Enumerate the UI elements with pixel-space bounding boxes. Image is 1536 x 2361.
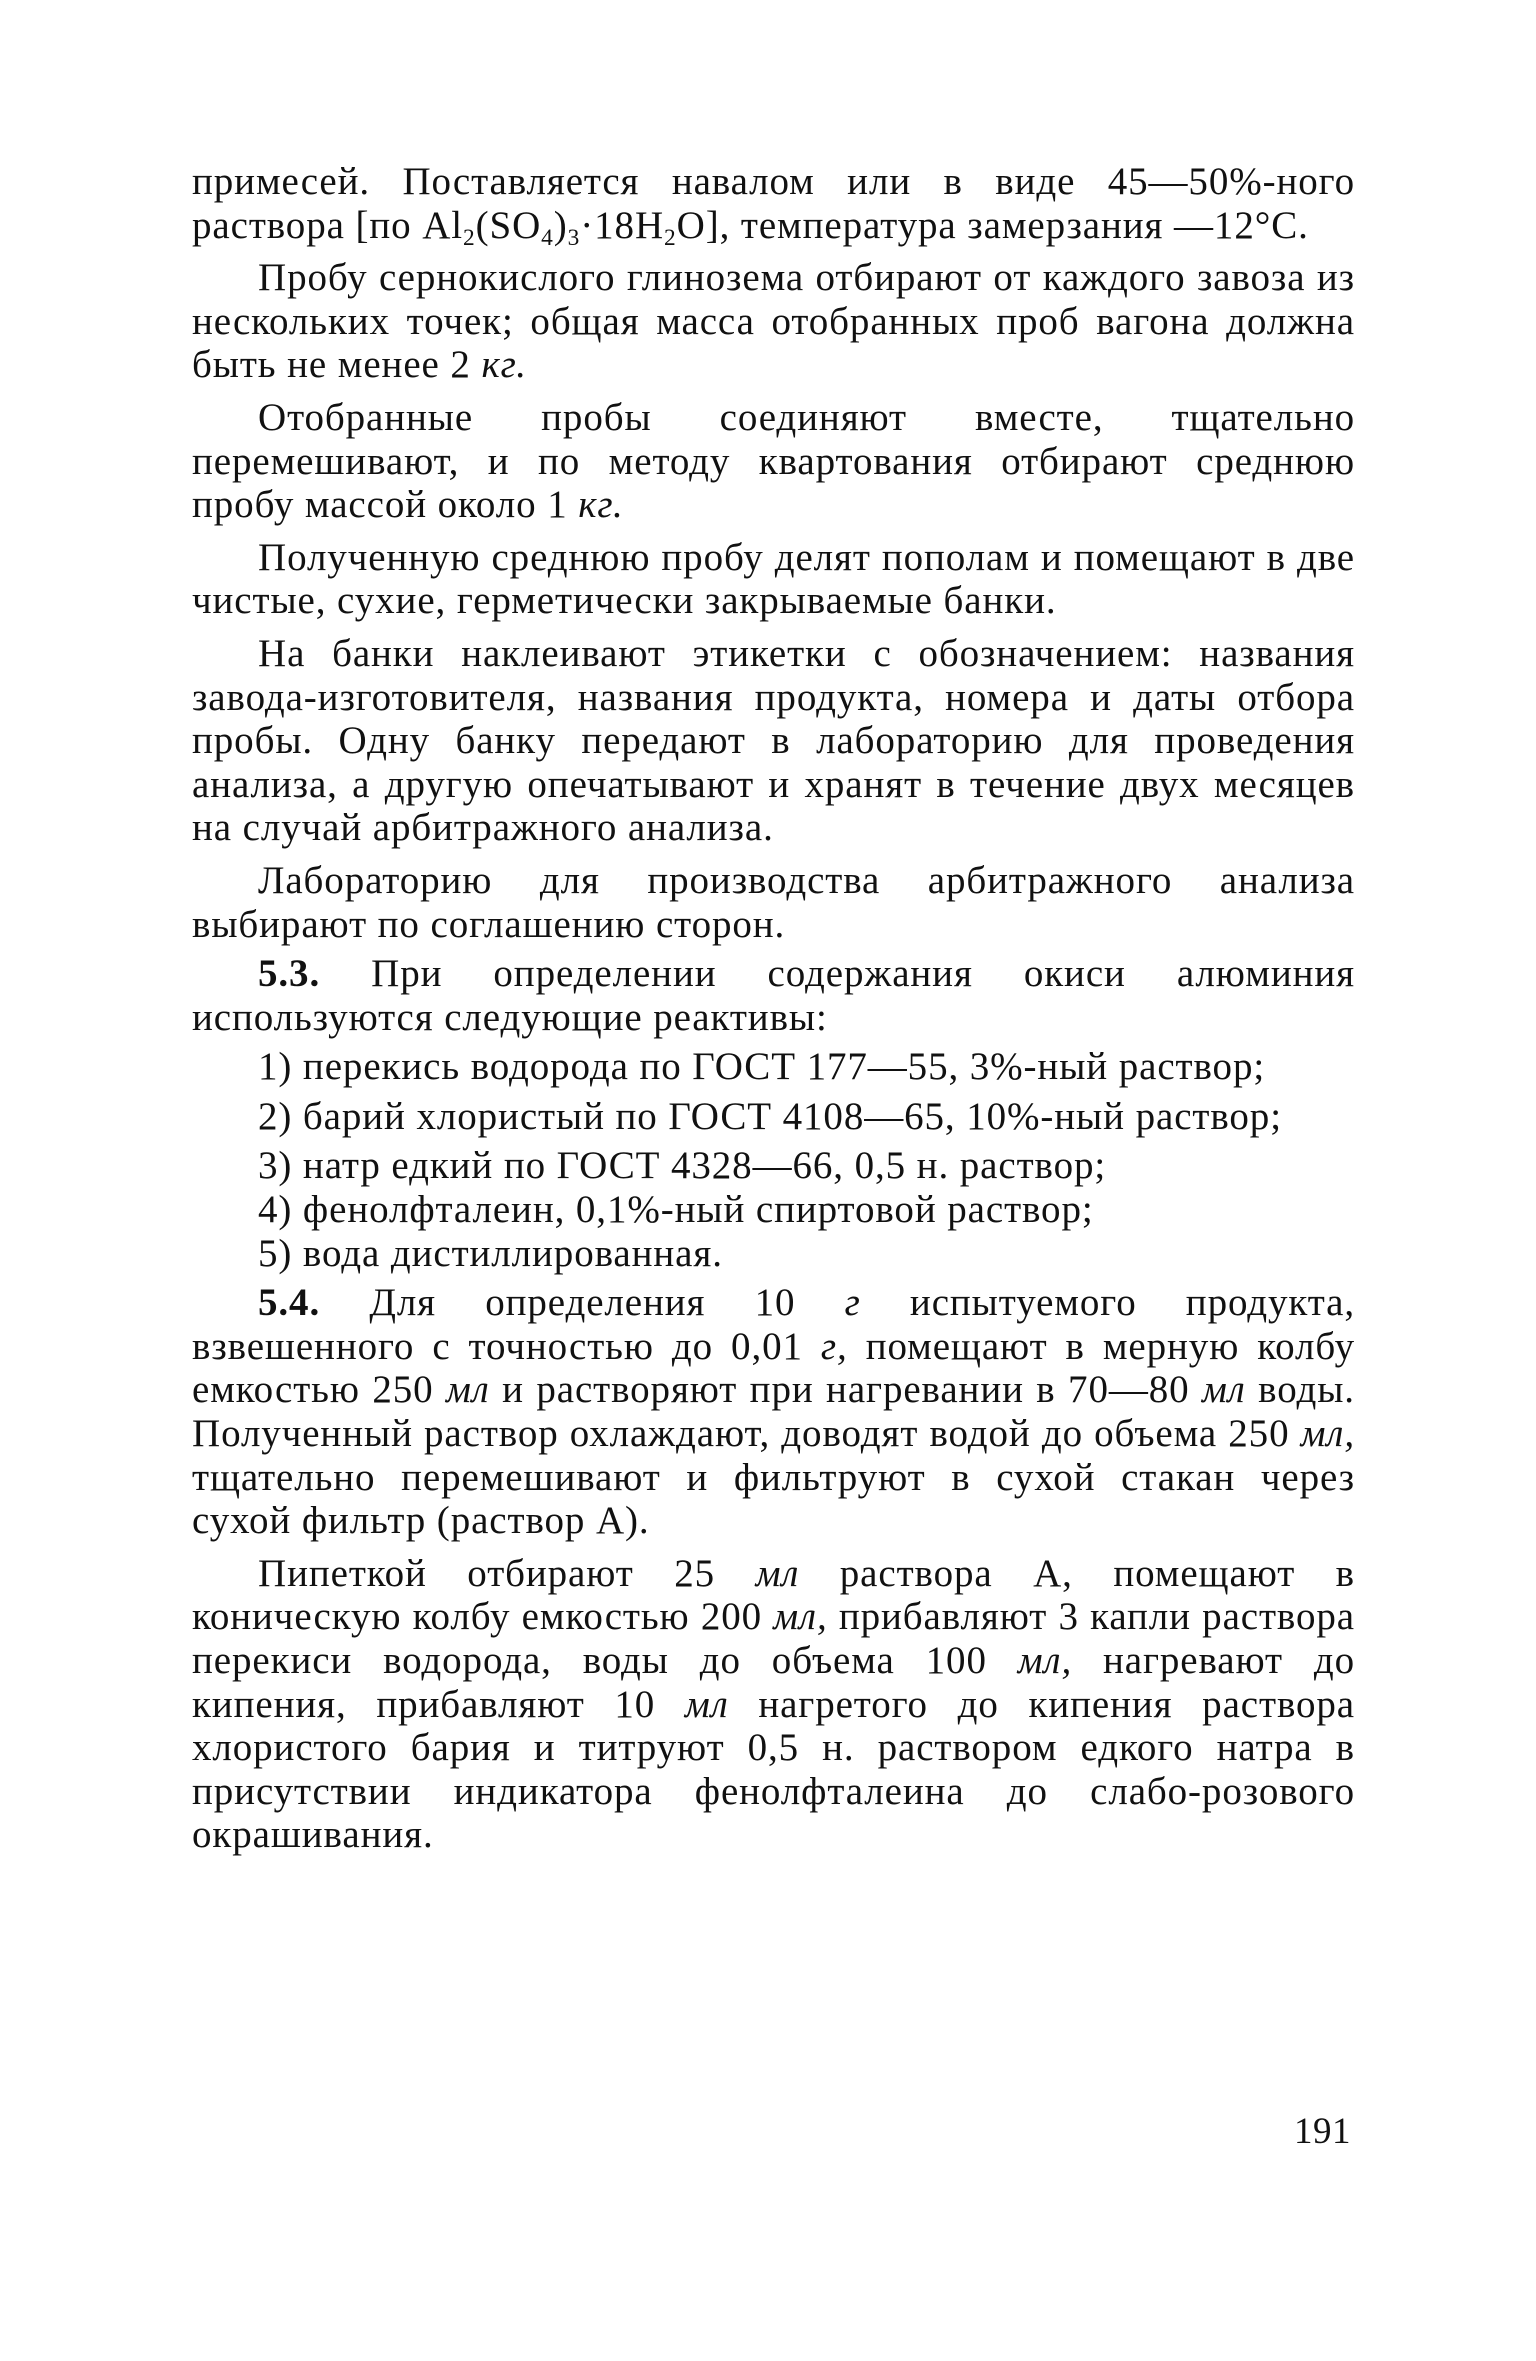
list-item: 5) вода дистиллированная. <box>258 1231 723 1275</box>
paragraph-1-text: примесей. Поставляется навалом или в виде 45—50%-ного раствора [по <box>192 160 1355 247</box>
formula-subscript: 2 <box>463 224 476 251</box>
page-number: 191 <box>1294 2111 1351 2152</box>
paragraph-3-text: Отобранные пробы соединяют вместе, тщательно перемешивают, и по методу квартования отбирают среднюю пробу массой около 1 <box>192 395 1355 527</box>
unit-label: кг. <box>481 343 527 387</box>
list-item: 1) перекись водорода по ГОСТ 177—55, 3%-ный раствор; <box>258 1045 1266 1089</box>
text-run: и растворяют при нагревании в 70—80 <box>502 1368 1190 1412</box>
unit-label: мл <box>445 1368 490 1412</box>
unit-label: г, <box>820 1324 848 1368</box>
chemical-formula <box>422 203 1309 251</box>
paragraph-7-text: При определении содержания окиси алюминия используются следующие реактивы: <box>192 952 1355 1039</box>
formula-part: ) <box>553 203 568 247</box>
list-item: 4) фенолфталеин, 0,1%-ный спиртовой раствор; <box>258 1188 1094 1232</box>
formula-subscript: 2 <box>664 224 677 251</box>
unit-label: мл, <box>1300 1412 1355 1456</box>
unit-label: мл, <box>773 1595 828 1639</box>
text-run: нагревают до кипения, прибавляют 10 <box>192 1639 1355 1726</box>
section-number: 5.4. <box>258 1281 321 1325</box>
paragraph-9 <box>192 1552 1355 1857</box>
paragraph-2-text: Пробу сернокислого глинозема отбирают от каждого завоза из нескольких точек; общая масса отобранных проб вагона должна быть не менее 2 <box>192 256 1355 387</box>
paragraph-5: На банки наклеивают этикетки с обозначением: названия завода-изготовителя, названия продукта, номера и даты отбора пробы. Одну банку передают в лабораторию для проведения анализа, а другую опечатывают и хранят в течение двух месяцев на случай арбитражного анализа. <box>192 631 1355 850</box>
formula-part: (SO <box>475 203 542 247</box>
formula-part: O], температура замерзания —12°C. <box>676 203 1309 247</box>
text-run: прибавляют 3 капли раствора перекиси водорода, воды до объема 100 <box>192 1595 1355 1682</box>
text-run: испытуемого продукта, взвешенного с точностью до 0,01 <box>192 1281 1356 1368</box>
list-item: 2) барий хлористый по ГОСТ 4108—65, 10%-ный раствор; <box>258 1094 1282 1138</box>
paragraph-3 <box>192 396 1355 527</box>
paragraph-8 <box>192 1281 1355 1543</box>
body-text <box>192 160 1355 1857</box>
section-number: 5.3. <box>258 952 321 996</box>
text-run: воды. Полученный раствор охлаждают, доводят водой до объема 250 <box>192 1368 1355 1456</box>
text-run: нагретого до кипения раствора хлористого бария и титруют 0,5 н. раствором едкого натра в присутствии индикатора фенолфталеина до слабо-розового окрашивания. <box>192 1682 1355 1857</box>
formula-subscript: 3 <box>567 224 581 251</box>
formula-part: Al <box>422 203 463 247</box>
formula-part: ·18H <box>580 203 665 247</box>
text-run: помещают в мерную колбу емкостью 250 <box>192 1324 1356 1412</box>
unit-label: мл, <box>1017 1639 1073 1682</box>
formula-subscript: 4 <box>541 224 554 251</box>
unit-label: г <box>844 1281 861 1325</box>
document-page <box>192 160 1355 2210</box>
text-run: Для определения 10 <box>369 1281 796 1325</box>
text-run: тщательно перемешивают и фильтруют в сухой стакан через сухой фильтр (раствор А). <box>192 1455 1355 1543</box>
unit-label: мл <box>1202 1368 1246 1412</box>
unit-label: мл <box>755 1551 800 1595</box>
paragraph-6: Лабораторию для производства арбитражного анализа выбирают по соглашению сторон. <box>192 858 1355 946</box>
paragraph-7 <box>192 952 1355 1039</box>
paragraph-1 <box>192 160 1355 251</box>
unit-label: кг. <box>578 483 624 527</box>
unit-label: мл <box>684 1682 729 1726</box>
paragraph-2 <box>192 256 1355 387</box>
list-item: 3) натр едкий по ГОСТ 4328—66, 0,5 н. раствор; <box>258 1144 1107 1188</box>
text-run: Пипеткой отбирают 25 <box>258 1551 716 1595</box>
paragraph-4: Полученную среднюю пробу делят пополам и помещают в две чистые, сухие, герметически закрываемые банки. <box>192 535 1355 623</box>
text-run: раствора А, помещают в коническую колбу емкостью 200 <box>192 1551 1355 1639</box>
